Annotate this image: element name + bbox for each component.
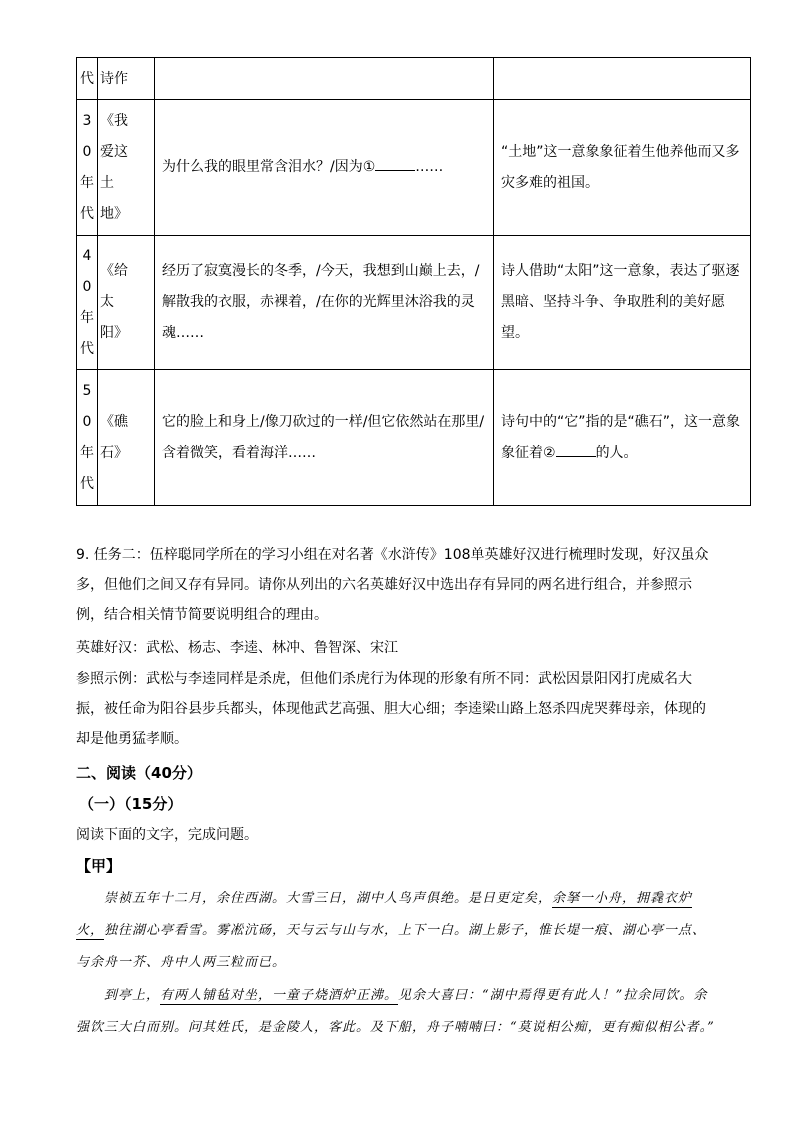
answer-blank-2[interactable] [556, 442, 596, 457]
poem-cell: 为什么我的眼里常含泪水？/因为① …… [155, 100, 494, 236]
answer-blank-1[interactable] [375, 156, 415, 171]
section-heading: 二、阅读（40分） [76, 764, 202, 782]
title-cell: 《我 爱这 土 地》 [98, 100, 155, 236]
era-cell: 3 0 年 代 [77, 100, 98, 236]
era-cell: 4 0 年 代 [77, 236, 98, 370]
hero-list: 英雄好汉：武松、杨志、李逵、林冲、鲁智深、宋江 [76, 640, 398, 656]
question-9-text: 9. 任务二：伍梓聪同学所在的学习小组在对名著《水浒传》108单英雄好汉进行梳理时发现，好汉虽众多，但他们之间又存有异同。请你从列出的六名英雄好汉中选出存有异同的两名进行组合，并参照示例，结合相关情节简要说明组合的理由。 [76, 547, 709, 623]
example-text: 参照示例：武松与李逵同样是杀虎，但他们杀虎行为体现的形象有所不同：武松因景阳冈打虎威名大振，被任命为阳谷县步兵都头，体现他武艺高强、胆大心细；李逵梁山路上怒杀四虎哭葬母亲，体现的却是他勇猛孝顺。 [76, 671, 706, 747]
analysis-cell: 诗句中的“它”指的是“礁石”，这一意象象征着② 的人。 [494, 370, 751, 506]
analysis-cell: 诗人借助“太阳”这一意象，表达了驱逐黑暗、坚持斗争、争取胜利的美好愿望。 [494, 236, 751, 370]
classical-paragraph-2: 到亭上，有两人铺毡对坐，一童子烧酒炉正沸。见余大喜曰：“湖中焉得更有此人！”拉余同饮。余强饮三大白而别。问其姓氏，是金陵人，客此。及下船，舟子喃喃曰：“莫说相公痴，更有痴似相公者。” [76, 988, 715, 1035]
header-era: 代 [77, 58, 98, 100]
table-row [77, 370, 751, 506]
title-cell: 《给 太 阳》 [98, 236, 155, 370]
poem-cell: 经历了寂寞漫长的冬季，/今天，我想到山巅上去，/解散我的衣服，赤裸着，/在你的光辉里沐浴我的灵魂…… [155, 236, 494, 370]
era-cell: 5 0 年 代 [77, 370, 98, 506]
underlined-phrase-2: 有两人铺毡对坐，一童子烧酒炉正沸。 [160, 988, 399, 1003]
passage-label-jia: 【甲】 [76, 857, 122, 875]
header-poem [155, 58, 494, 100]
classical-paragraph-1: 崇祯五年十二月，余住西湖。大雪三日，湖中人鸟声俱绝。是日更定矣，余拏一小舟，拥毳衣炉火，独往湖心亭看雪。雾凇沆砀，天与云与山与水，上下一白。湖上影子，惟长堤一痕、湖心亭一点、与余舟一芥、舟中人两三粒而已。 [76, 891, 707, 970]
subsection-heading: （一）（15分） [79, 795, 183, 813]
table-header-row [77, 58, 751, 100]
analysis-cell: “土地”这一意象象征着生他养他而又多灾多难的祖国。 [494, 100, 751, 236]
poetry-table [76, 57, 751, 506]
title-cell: 《礁 石》 [98, 370, 155, 506]
header-title: 诗作 [98, 58, 155, 100]
header-analysis [494, 58, 751, 100]
underlined-phrase-1: 余拏一小舟，拥毳衣炉火， [76, 891, 693, 938]
reading-instruction: 阅读下面的文字，完成问题。 [76, 827, 258, 843]
poem-cell: 它的脸上和身上/像刀砍过的一样/但它依然站在那里/含着微笑，看着海洋…… [155, 370, 494, 506]
table-row [77, 100, 751, 236]
table-row [77, 236, 751, 370]
